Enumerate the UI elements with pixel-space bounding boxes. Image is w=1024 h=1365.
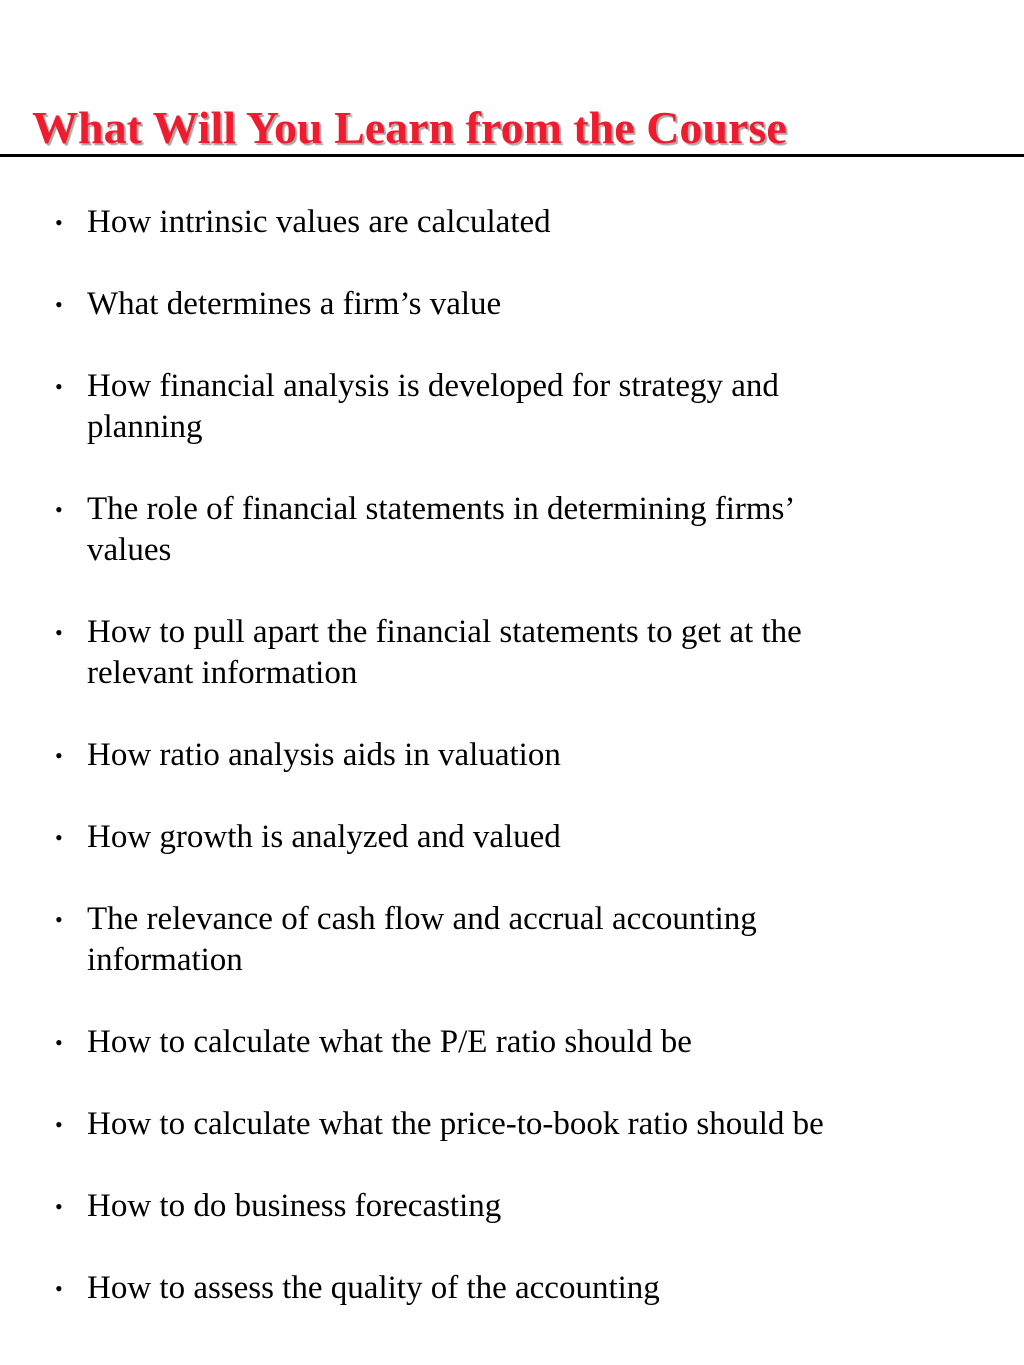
title-underline — [0, 154, 1024, 157]
bullet-icon: • — [55, 497, 63, 522]
list-item-text: The role of financial statements in determining firms’ values — [87, 491, 796, 568]
bullet-icon: • — [55, 292, 63, 317]
list-item — [55, 817, 955, 858]
list-item — [55, 489, 955, 571]
list-item-text: How to calculate what the price-to-book ratio should be — [87, 1106, 824, 1142]
bullet-icon: • — [55, 620, 63, 645]
list-item-text: How financial analysis is developed for strategy and planning — [87, 368, 779, 445]
list-item-text: What determines a firm’s value — [87, 286, 502, 322]
list-item-text: The relevance of cash flow and accrual accounting information — [87, 901, 757, 978]
list-item — [55, 1268, 955, 1309]
list-item — [55, 1022, 955, 1063]
list-item-text: How to assess the quality of the accounting — [87, 1270, 660, 1306]
list-item — [55, 366, 955, 448]
list-item-text: How to pull apart the financial statements to get at the relevant information — [87, 614, 802, 691]
bullet-icon: • — [55, 907, 63, 932]
list-item-text: How to calculate what the P/E ratio should be — [87, 1024, 692, 1060]
list-item — [55, 1104, 955, 1145]
list-item-text: How intrinsic values are calculated — [87, 204, 551, 240]
list-item — [55, 612, 955, 694]
list-item-text: How growth is analyzed and valued — [87, 819, 561, 855]
list-item-text: How to do business forecasting — [87, 1188, 502, 1224]
list-item-text: How ratio analysis aids in valuation — [87, 737, 561, 773]
list-item — [55, 202, 955, 243]
bullet-icon: • — [55, 210, 63, 235]
bullet-icon: • — [55, 374, 63, 399]
list-item — [55, 1186, 955, 1227]
bullet-icon: • — [55, 743, 63, 768]
list-item — [55, 284, 955, 325]
list-item — [55, 899, 955, 981]
bullet-icon: • — [55, 1276, 63, 1301]
bullet-icon: • — [55, 1030, 63, 1055]
bullet-icon: • — [55, 1112, 63, 1137]
bullet-icon: • — [55, 825, 63, 850]
bullet-icon: • — [55, 1194, 63, 1219]
slide-title: What Will You Learn from the Course — [32, 102, 787, 153]
list-item — [55, 735, 955, 776]
